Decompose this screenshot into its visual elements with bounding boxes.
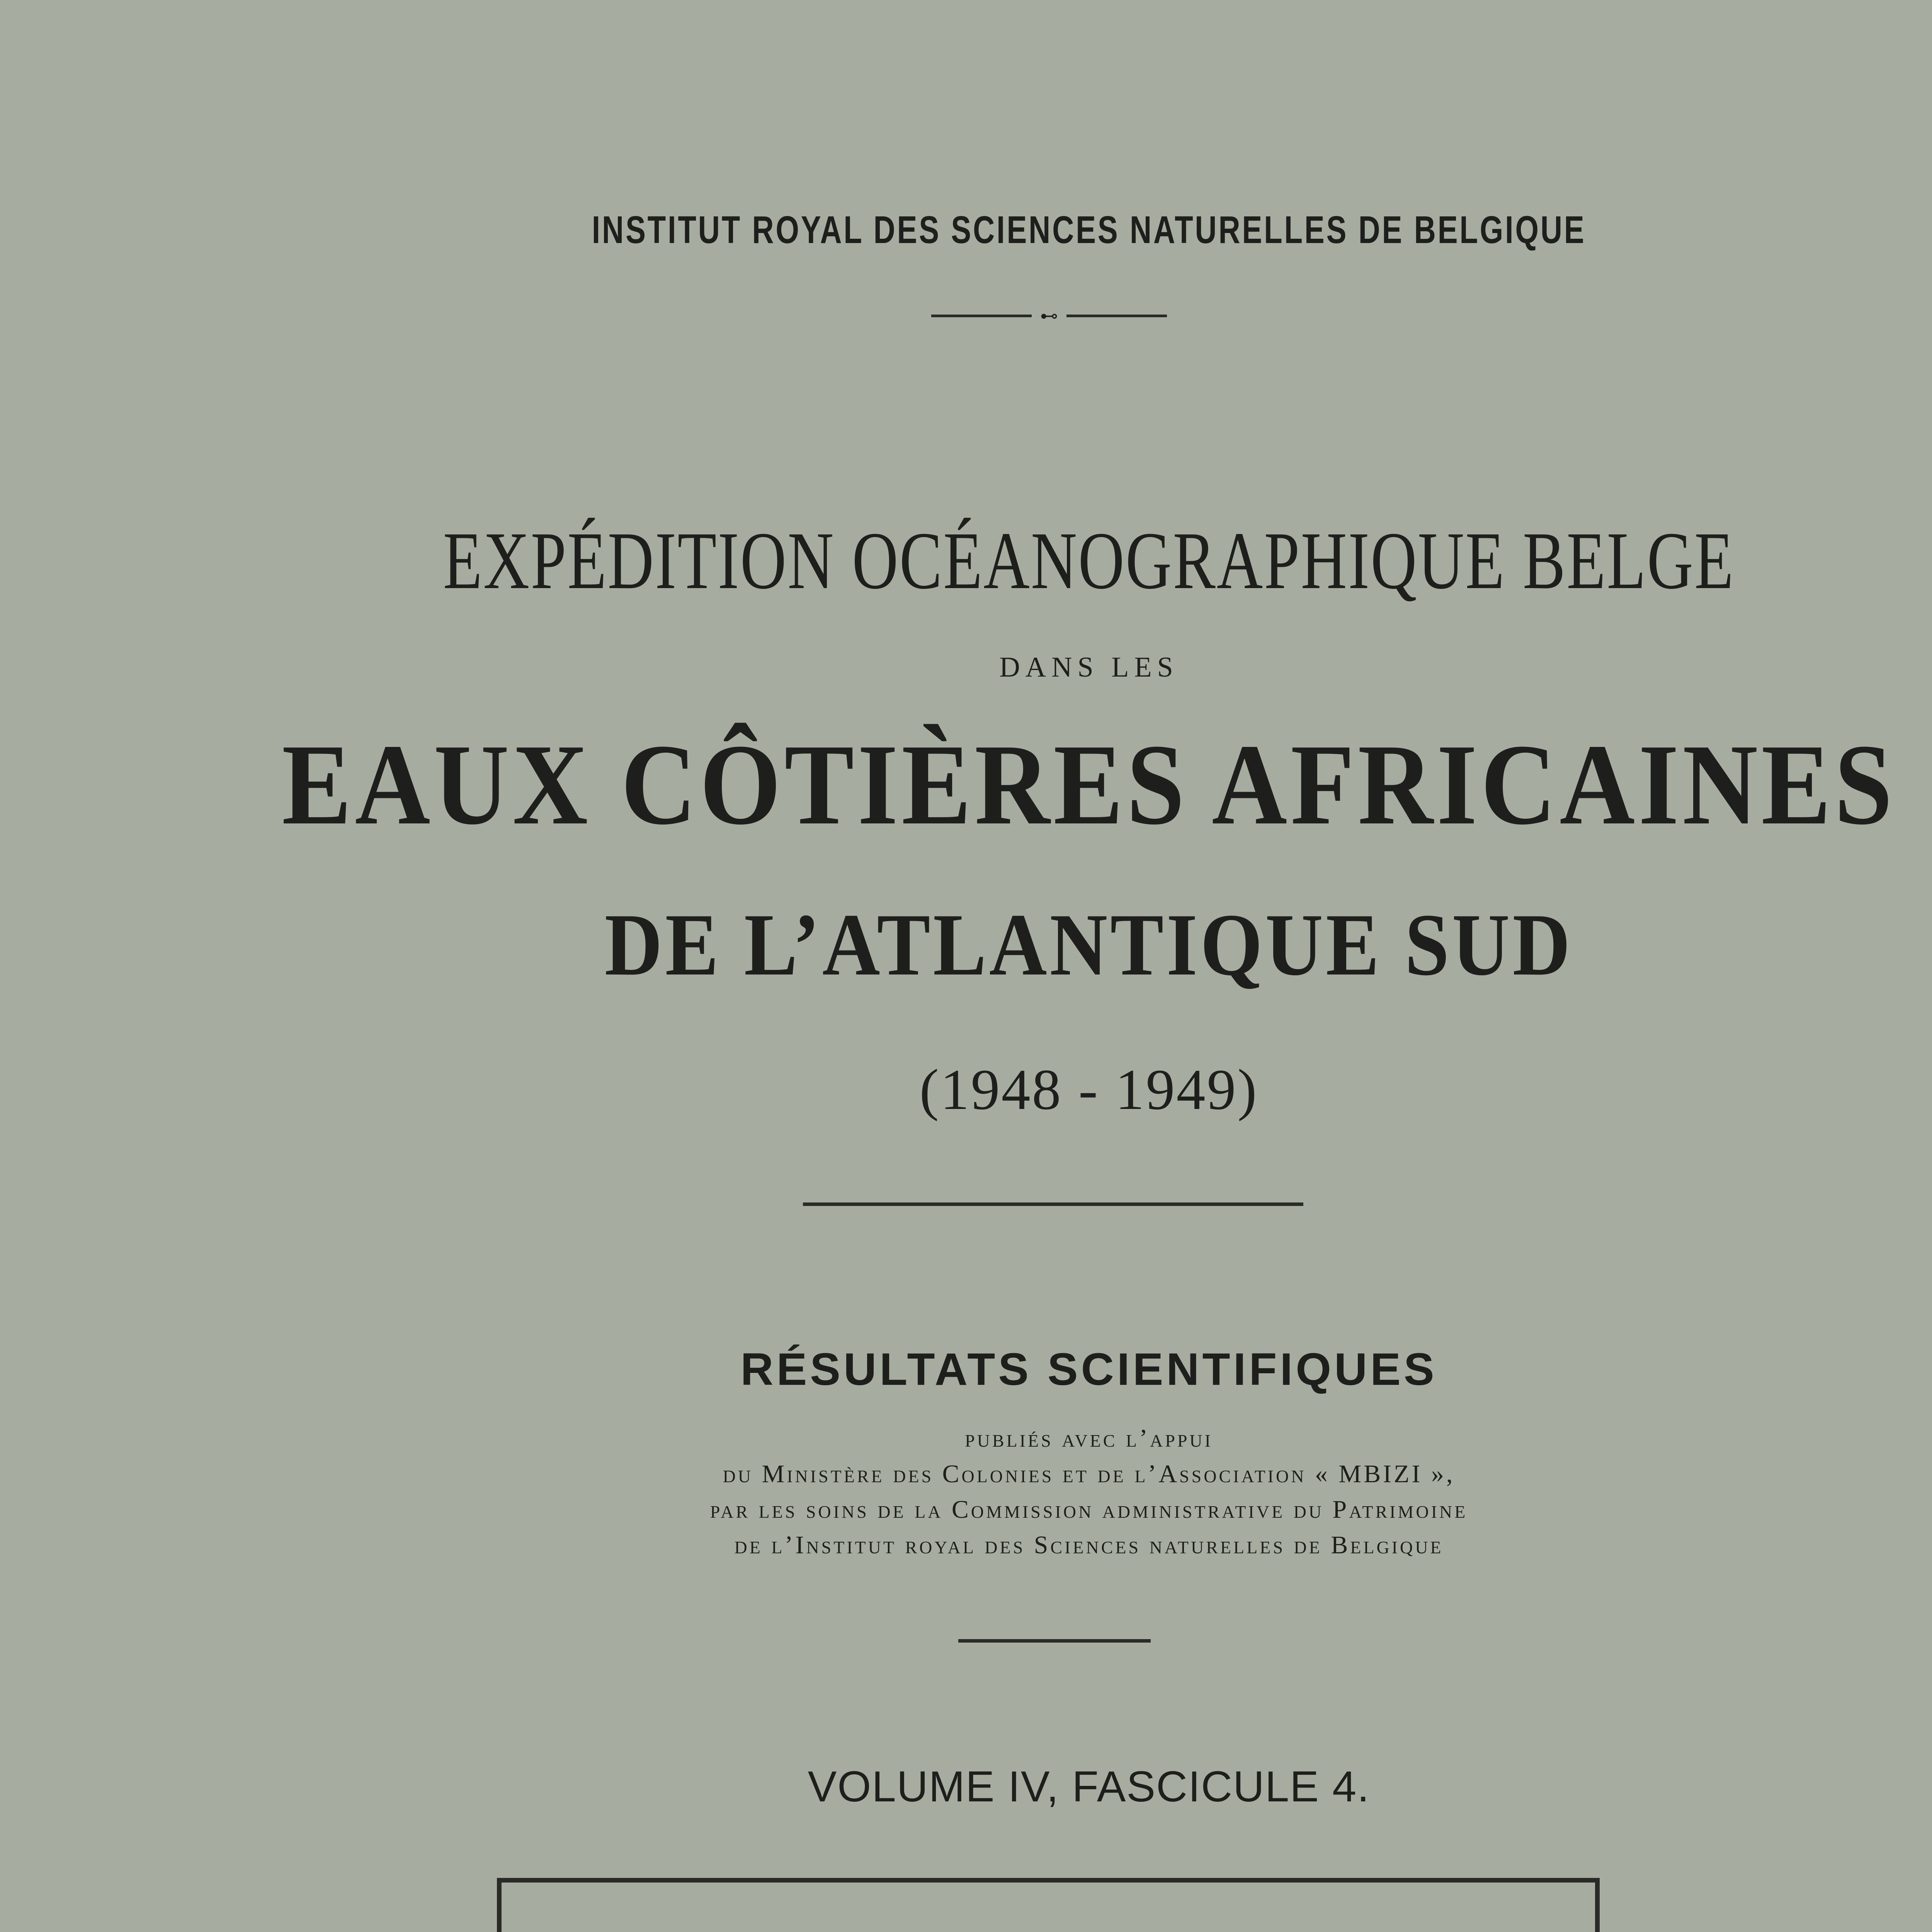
series-line-3: par les soins de la Commission administrative du Patrimoine (710, 1495, 1468, 1524)
series-heading: RÉSULTATS SCIENTIFIQUES (740, 1344, 1437, 1395)
ornament-icon: ⊷ (1040, 306, 1058, 326)
divider-rule-short (958, 1639, 1151, 1643)
title-years: (1948 - 1949) (919, 1058, 1259, 1122)
ornament-rule (931, 308, 1167, 324)
title-main: EAUX CÔTIÈRES AFRICAINES (282, 720, 1896, 849)
ornament-rule-right (1066, 315, 1167, 317)
title-connector: DANS LES (999, 651, 1179, 683)
work-title-box (497, 1878, 1600, 1932)
series-line-2: du Ministère des Colonies et de l’Association « MBIZI », (723, 1460, 1455, 1488)
divider-rule (803, 1202, 1303, 1206)
series-line-4: de l’Institut royal des Sciences naturelles de Belgique (734, 1531, 1444, 1559)
title-subtitle: DE L’ATLANTIQUE SUD (604, 895, 1573, 994)
series-line-1: publiés avec l’appui (965, 1424, 1213, 1452)
publisher-institute: INSTITUT ROYAL DES SCIENCES NATURELLES DE BELGIQUE (592, 208, 1586, 252)
volume-label: VOLUME IV, FASCICULE 4. (808, 1762, 1370, 1811)
title-expedition: EXPÉDITION OCÉANOGRAPHIQUE BELGE (443, 515, 1735, 606)
ornament-rule-left (931, 315, 1032, 317)
